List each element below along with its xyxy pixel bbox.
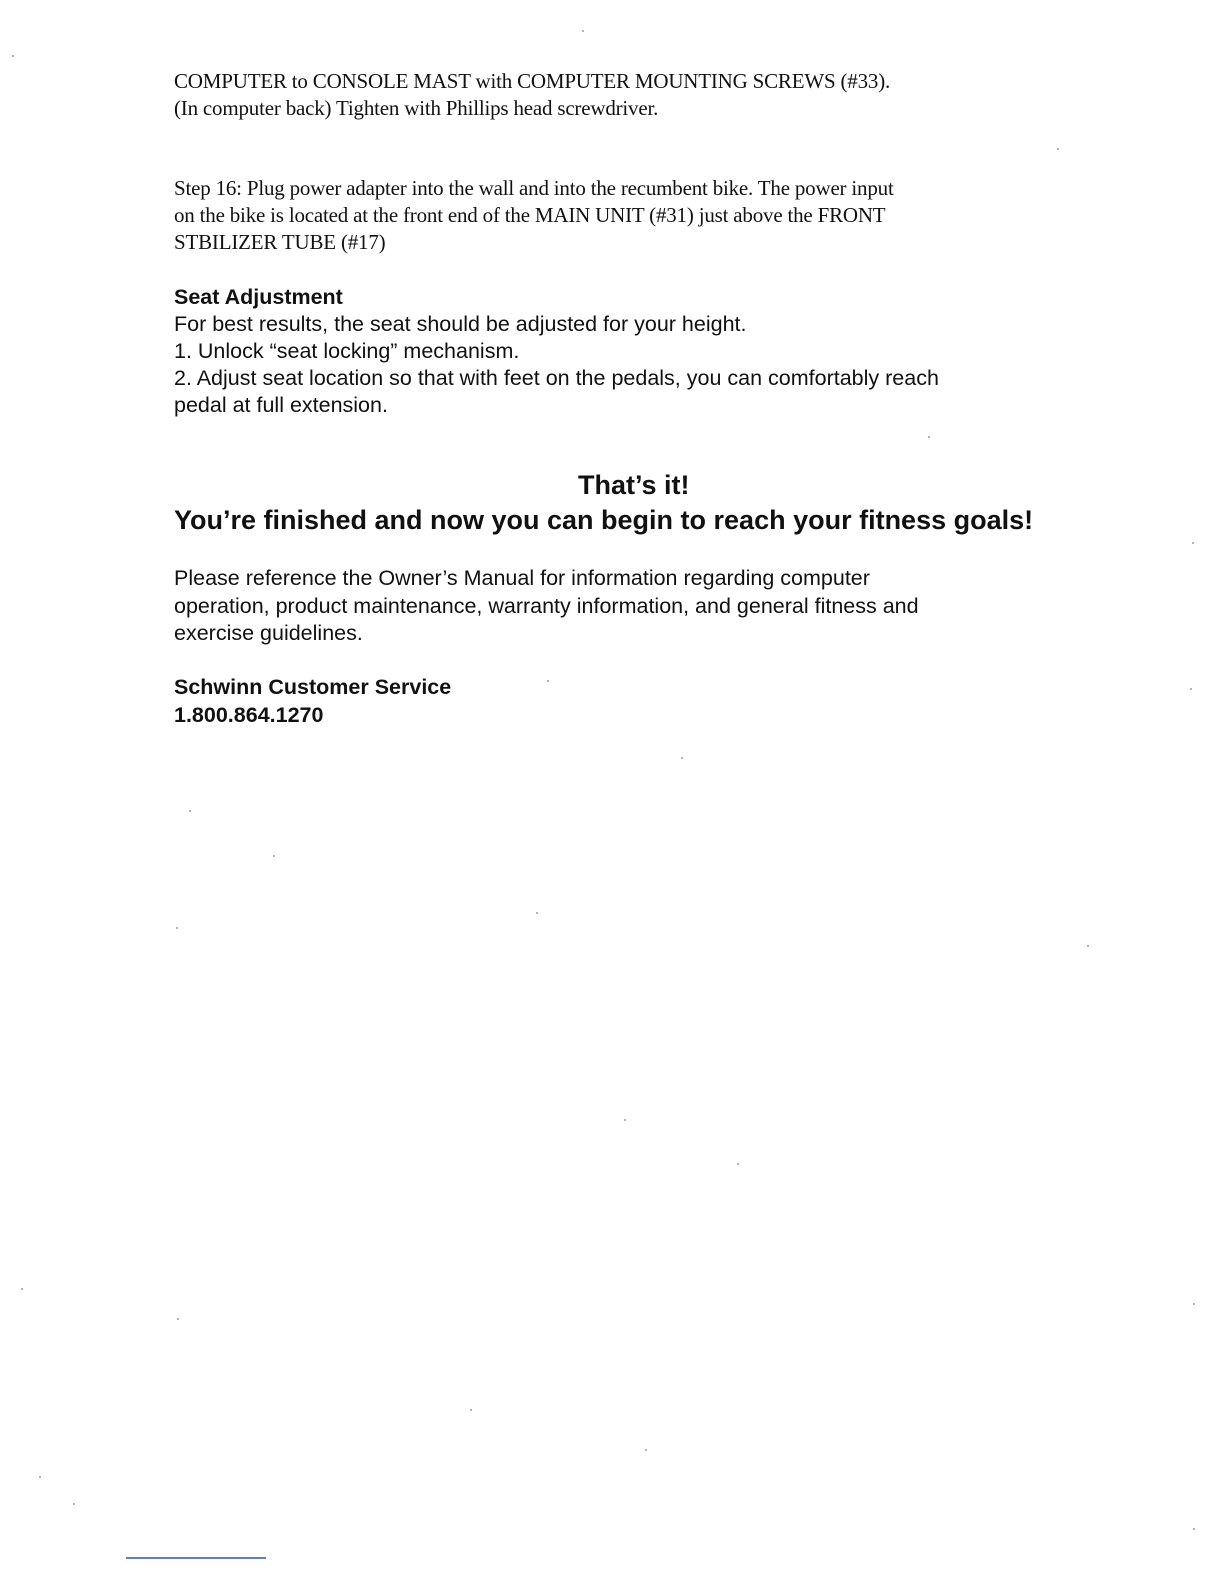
scan-speck <box>1087 945 1089 947</box>
scan-speck <box>1192 542 1194 544</box>
scan-speck <box>547 680 549 682</box>
scan-speck <box>582 30 584 32</box>
scan-speck <box>737 1163 739 1165</box>
step-16-paragraph <box>174 175 894 256</box>
scan-speck <box>645 1449 647 1451</box>
seat-adjustment-step-2-line-1: 2. Adjust seat location so that with feet on the pedals, you can comfortably reach <box>174 366 939 390</box>
scan-speck <box>1057 148 1059 150</box>
seat-adjustment-step-1: 1. Unlock “seat locking” mechanism. <box>174 339 520 363</box>
intro-line-1: COMPUTER to CONSOLE MAST with COMPUTER MOUNTING SCREWS (#33). <box>174 69 891 93</box>
scan-speck <box>1193 1528 1195 1530</box>
scan-speck <box>536 912 538 914</box>
scan-speck <box>273 855 275 857</box>
reference-paragraph <box>174 565 919 648</box>
scan-speck <box>1190 688 1192 690</box>
customer-service-phone: 1.800.864.1270 <box>174 703 324 727</box>
finished-heading: You’re finished and now you can begin to reach your fitness goals! <box>174 505 1034 535</box>
scan-speck <box>1193 1303 1195 1305</box>
scan-speck <box>681 757 683 759</box>
scan-speck <box>624 1119 626 1121</box>
seat-adjustment-intro: For best results, the seat should be adjusted for your height. <box>174 312 747 336</box>
step-16-line-1: Step 16: Plug power adapter into the wall and into the recumbent bike. The power input <box>174 176 894 200</box>
scan-speck <box>73 1503 75 1505</box>
seat-adjustment-section <box>174 284 939 419</box>
scan-speck <box>12 55 14 57</box>
scan-speck <box>470 1409 472 1411</box>
scan-speck <box>928 436 930 438</box>
scan-speck <box>189 810 191 812</box>
reference-line-3: exercise guidelines. <box>174 621 363 645</box>
footer-rule <box>126 1557 266 1559</box>
intro-paragraph <box>174 68 890 122</box>
step-16-line-3: STBILIZER TUBE (#17) <box>174 230 386 254</box>
customer-service-block <box>174 673 451 729</box>
thats-it-heading: That’s it! <box>578 470 690 500</box>
scan-speck <box>176 927 178 929</box>
seat-adjustment-heading: Seat Adjustment <box>174 285 343 309</box>
reference-line-1: Please reference the Owner’s Manual for information regarding computer <box>174 566 870 590</box>
step-16-line-2: on the bike is located at the front end of the MAIN UNIT (#31) just above the FRONT <box>174 203 886 227</box>
scan-speck <box>21 1288 23 1290</box>
scan-speck <box>177 1318 179 1320</box>
intro-line-2: (In computer back) Tighten with Phillips head screwdriver. <box>174 96 659 120</box>
scan-speck <box>39 1476 41 1478</box>
customer-service-name: Schwinn Customer Service <box>174 675 452 699</box>
seat-adjustment-step-2-line-2: pedal at full extension. <box>174 393 388 417</box>
reference-line-2: operation, product maintenance, warranty information, and general fitness and <box>174 593 919 618</box>
